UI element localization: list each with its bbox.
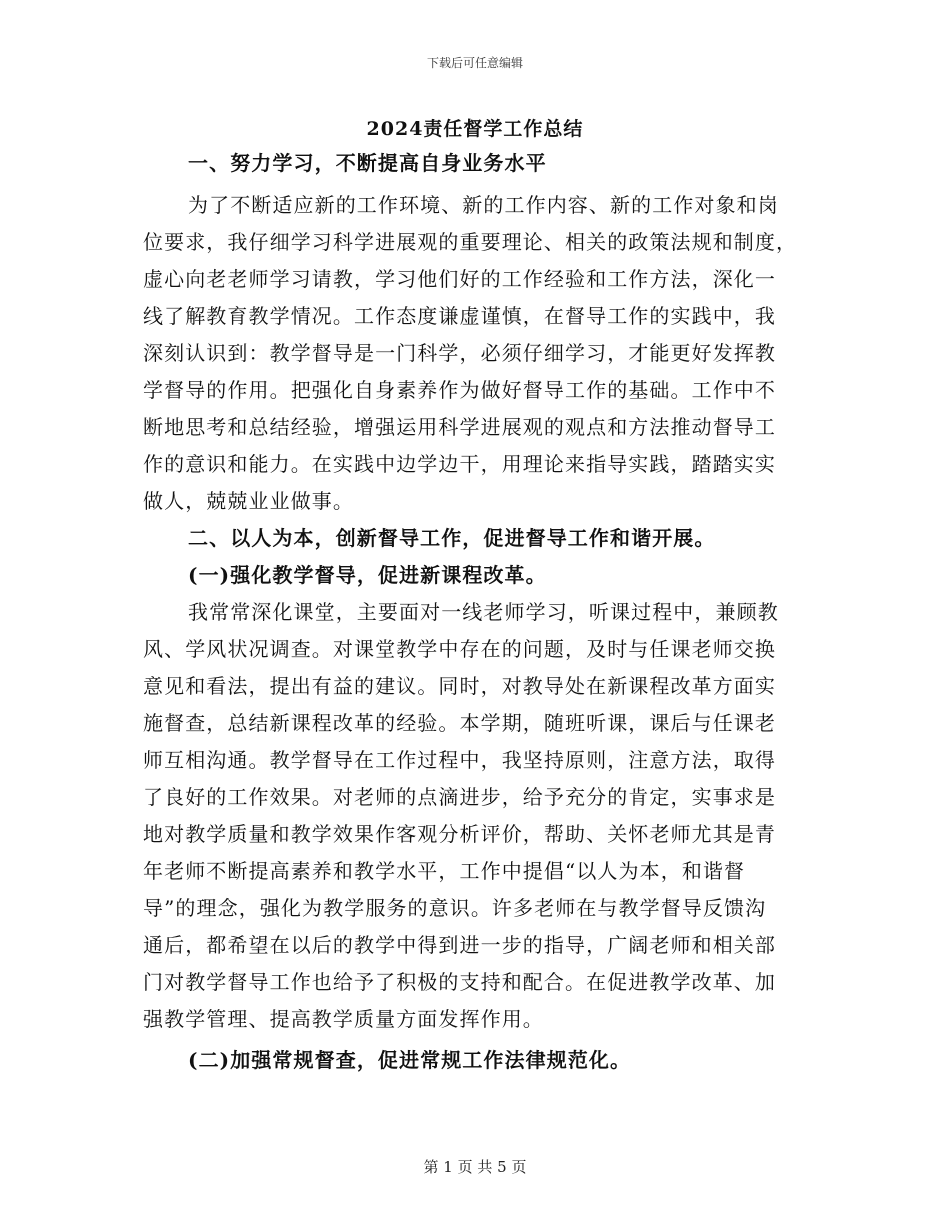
paragraph-line: 风、学风状况调查。对课堂教学中存在的问题，及时与任课老师交换 [143, 637, 776, 661]
paragraph-line: 强教学管理、提高教学质量方面发挥作用。 [143, 1007, 544, 1031]
paragraph-line: 施督查，总结新课程改革的经验。本学期，随班听课，课后与任课老 [143, 711, 776, 735]
subsection-heading-1: (一)强化教学督导，促进新课程改革。 [188, 563, 547, 587]
paragraph-line: 做人，兢兢业业做事。 [143, 489, 354, 513]
page-footer: 第 1 页 共 5 页 [423, 1158, 527, 1176]
paragraph-line: 我常常深化课堂，主要面对一线老师学习，听课过程中，兼顾教 [188, 600, 779, 624]
paragraph-line: 深刻认识到：教学督导是一门科学，必须仔细学习，才能更好发挥教 [143, 341, 776, 365]
paragraph-line: 线了解教育教学情况。工作态度谦虚谨慎，在督导工作的实践中，我 [143, 304, 776, 328]
paragraph-line: 作的意识和能力。在实践中边学边干，用理论来指导实践，踏踏实实 [143, 452, 776, 476]
paragraph-line: 年老师不断提高素养和教学水平，工作中提倡“以人为本，和谐督 [143, 859, 746, 883]
paragraph-line: 学督导的作用。把强化自身素养作为做好督导工作的基础。工作中不 [143, 378, 776, 402]
paragraph-line: 虚心向老老师学习请教，学习他们好的工作经验和工作方法，深化一 [143, 267, 776, 291]
paragraph-line: 地对教学质量和教学效果作客观分析评价，帮助、关怀老师尤其是青 [143, 822, 776, 846]
paragraph-line: 意见和看法，提出有益的建议。同时，对教导处在新课程改革方面实 [143, 674, 776, 698]
subsection-heading-2: (二)加强常规督查，促进常规工作法律规范化。 [188, 1048, 632, 1072]
section-heading-2: 二、以人为本，创新督导工作，促进督导工作和谐开展。 [188, 526, 716, 550]
paragraph-line: 位要求，我仔细学习科学进展观的重要理论、相关的政策法规和制度， [143, 230, 798, 254]
paragraph-line: 通后，都希望在以后的教学中得到进一步的指导，广阔老师和相关部 [143, 933, 776, 957]
paragraph-line: 了良好的工作效果。对老师的点滴进步，给予充分的肯定，实事求是 [143, 785, 776, 809]
document-title: 2024责任督学工作总结 [366, 118, 584, 140]
paragraph-line: 师互相沟通。教学督导在工作过程中，我坚持原则，注意方法，取得 [143, 748, 776, 772]
paragraph-line: 导”的理念，强化为教学服务的意识。许多老师在与教学督导反馈沟 [143, 896, 767, 920]
paragraph-line: 门对教学督导工作也给予了积极的支持和配合。在促进教学改革、加 [143, 970, 776, 994]
header-note: 下载后可任意编辑 [426, 56, 523, 70]
paragraph-line: 为了不断适应新的工作环境、新的工作内容、新的工作对象和岗 [188, 193, 779, 217]
section-heading-1: 一、努力学习，不断提高自身业务水平 [188, 151, 547, 175]
paragraph-line: 断地思考和总结经验，增强运用科学进展观的观点和方法推动督导工 [143, 415, 776, 439]
